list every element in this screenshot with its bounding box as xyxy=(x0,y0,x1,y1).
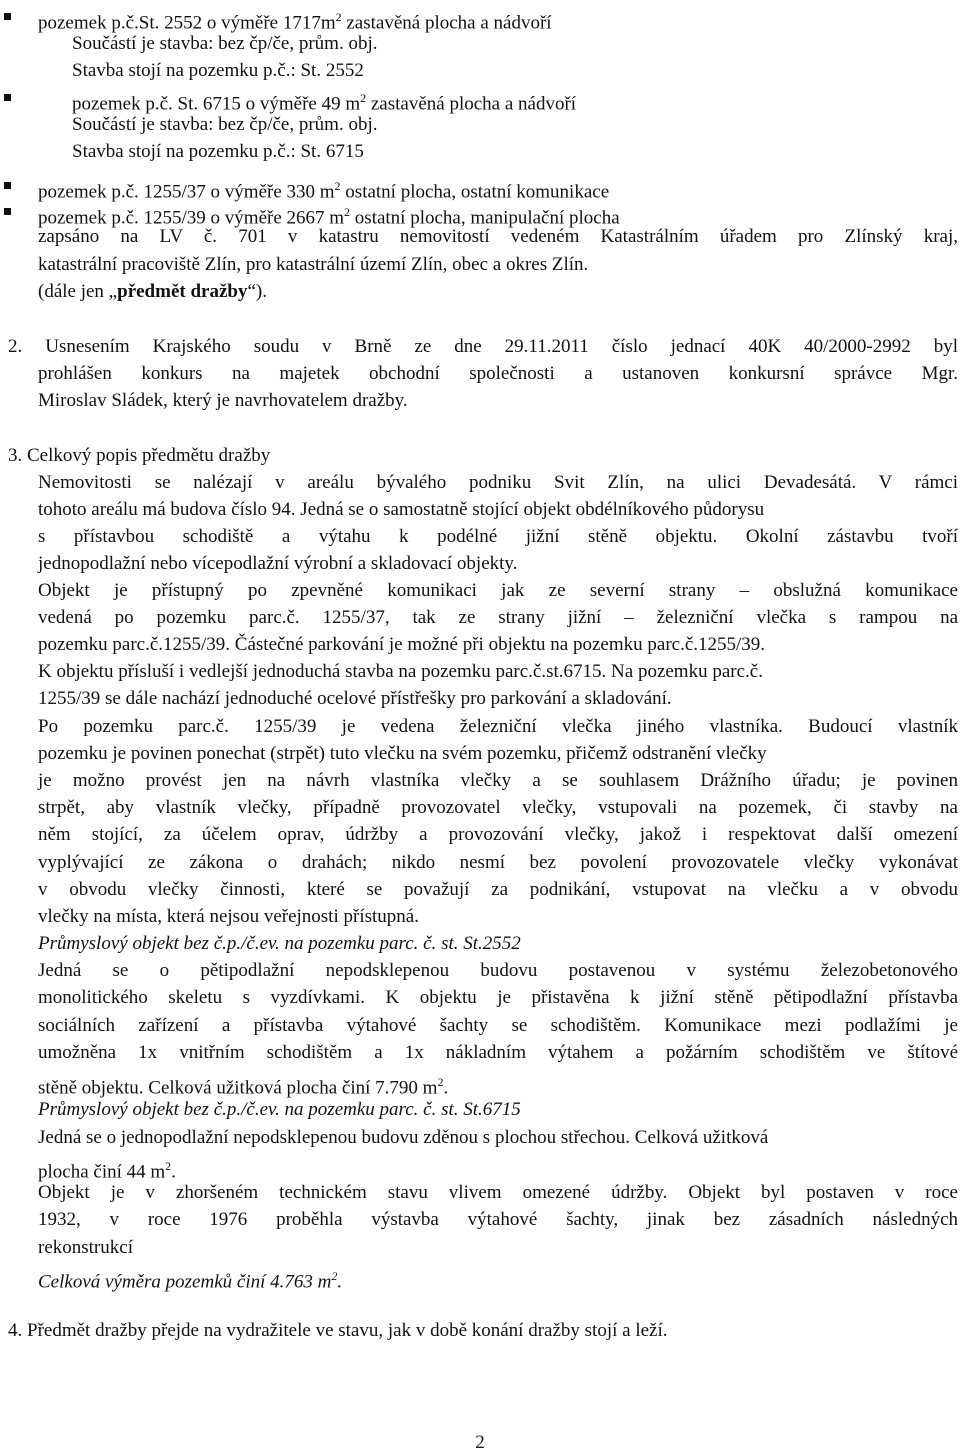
floor-area-2552: stěně objektu. Celková užitková plocha činí 7.790 $m^2$. xyxy=(38,1075,449,1099)
description-line: K objektu přísluší i vedlejší jednoduchá stavba na pozemku parc.č.st.6715. Na pozemku parc.č. xyxy=(38,661,763,682)
bullet-icon xyxy=(4,13,11,20)
description-line: Objekt je v zhoršeném technickém stavu vlivem omezené údržby. Objekt byl postaven v roce xyxy=(38,1182,958,1203)
bullet-icon xyxy=(4,94,11,101)
parcel-detail: Stavba stojí na pozemku p.č.: St. 6715 xyxy=(72,141,364,162)
subject-definition: (dále jen „předmět dražby“). xyxy=(38,281,267,302)
parcel-item: pozemek p.č. St. 6715 o výměře 49 $m^2$ zastavěná plocha a nádvoří xyxy=(72,91,577,115)
description-line: vedená po pozemku parc.č. 1255/37, tak ze strany jižní – železniční vlečka s rampou na xyxy=(38,607,958,628)
description-line: s přístavbou schodiště a výtahu k podélné jižní stěně objektu. Okolní zástavbu tvoří xyxy=(38,526,958,547)
page-number: 2 xyxy=(475,1432,485,1453)
parcel-detail: Stavba stojí na pozemku p.č.: St. 2552 xyxy=(72,60,364,81)
parcel-item: pozemek p.č. 1255/37 o výměře 330 $m^2$ ostatní plocha, ostatní komunikace xyxy=(38,179,610,203)
registry-text: katastrální pracoviště Zlín, pro katastrální území Zlín, obec a okres Zlín. xyxy=(38,254,589,275)
description-line: v obvodu vlečky činnosti, které se považují za podnikání, vstupovat na vlečku a v obvodu xyxy=(38,879,958,900)
section-4-text: 4. Předmět dražby přejde na vydražitele ve stavu, jak v době konání dražby stojí a leží. xyxy=(8,1320,668,1341)
bullet-icon xyxy=(4,182,11,189)
parcel-detail: Součástí je stavba: bez čp/če, prům. obj. xyxy=(72,33,378,54)
parcel-item: pozemek p.č.St. 2552 o výměře $1717m^2$ zastavěná plocha a nádvoří xyxy=(38,10,552,34)
description-line: je možno provést jen na návrh vlastníka vlečky a se souhlasem Drážního úřadu; je povinen xyxy=(38,770,958,791)
description-line: tohoto areálu má budova číslo 94. Jedná se o samostatně stojící objekt obdélníkového půdorysu xyxy=(38,499,765,520)
description-line: pozemku je povinen ponechat (strpět) tuto vlečku na svém pozemku, přičemž odstranění vlečky xyxy=(38,743,767,764)
registry-text: zapsáno na LV č. 701 v katastru nemovitostí vedeném Katastrálním úřadem pro Zlínský kraj, xyxy=(38,226,958,247)
parcel-detail: Součástí je stavba: bez čp/če, prům. obj. xyxy=(72,114,378,135)
description-line: sociálních zařízení a přístavba výtahové šachty se schodištěm. Komunikace mezi podlažími je xyxy=(38,1015,958,1036)
description-line: monolitického skeletu s vyzdívkami. K objektu je přistavěna k jižní stěně pětipodlažní přístavba xyxy=(38,987,958,1008)
description-line: 1255/39 se dále nachází jednoduché ocelové přístřešky pro parkování a skladování. xyxy=(38,688,672,709)
bullet-icon xyxy=(4,208,11,215)
description-line: rekonstrukcí xyxy=(38,1237,133,1258)
section-2-text: 2. Usnesením Krajského soudu v Brně ze dne 29.11.2011 číslo jednací 40K 40/2000-2992 byl xyxy=(8,336,958,357)
description-line: strpět, aby vlastník vlečky, případně provozovatel vlečky, vstupovali na pozemek, či stavby na xyxy=(38,797,958,818)
description-line: vyplývající ze zákona o drahách; nikdo nesmí bez povolení provozovatele vlečky vykonávat xyxy=(38,852,958,873)
description-line: Jedná se o jednopodlažní nepodsklepenou budovu zděnou s plochou střechou. Celková užitková xyxy=(38,1127,769,1148)
section-2-text: prohlášen konkurs na majetek obchodní společnosti a ustanoven konkursní správce Mgr. xyxy=(38,363,958,384)
total-land-area: Celková výměra pozemků činí 4.763 $m^2$. xyxy=(38,1269,343,1293)
section-3-heading: 3. Celkový popis předmětu dražby xyxy=(8,445,271,466)
description-line: jednopodlažní nebo vícepodlažní výrobní a skladovací objekty. xyxy=(38,553,518,574)
description-line: Jedná se o pětipodlažní nepodsklepenou budovu postavenou v systému železobetonového xyxy=(38,960,958,981)
description-line: Nemovitosti se nalézají v areálu bývalého podniku Svit Zlín, na ulici Devadesátá. V rámci xyxy=(38,472,958,493)
description-line: Po pozemku parc.č. 1255/39 je vedena železniční vlečka jiného vlastníka. Budoucí vlastník xyxy=(38,716,958,737)
description-line: vlečky na místa, která nejsou veřejnosti přístupná. xyxy=(38,906,419,927)
description-line: Objekt je přístupný po zpevněné komunikaci jak ze severní strany – obslužná komunikace xyxy=(38,580,958,601)
description-line: umožněna 1x vnitřním schodištěm a 1x nákladním výtahem a požárním schodištěm ve štítové xyxy=(38,1042,958,1063)
description-line: pozemku parc.č.1255/39. Částečné parkování je možné při objektu na pozemku parc.č.1255/39. xyxy=(38,634,766,655)
floor-area-6715: plocha činí 44 $m^2$. xyxy=(38,1159,176,1183)
section-2-text: Miroslav Sládek, který je navrhovatelem dražby. xyxy=(38,390,408,411)
subheading-2552: Průmyslový objekt bez č.p./č.ev. na pozemku parc. č. st. St.2552 xyxy=(38,933,521,954)
description-line: 1932, v roce 1976 proběhla výstavba výtahové šachty, jinak bez zásadních následných xyxy=(38,1209,958,1230)
subheading-6715: Průmyslový objekt bez č.p./č.ev. na pozemku parc. č. st. St.6715 xyxy=(38,1099,521,1120)
parcel-item: pozemek p.č. 1255/39 o výměře 2667 $m^2$ ostatní plocha, manipulační plocha xyxy=(38,205,620,229)
description-line: něm stojící, za účelem oprav, údržby a provozování vlečky, jakož i respektovat další omezení xyxy=(38,824,958,845)
